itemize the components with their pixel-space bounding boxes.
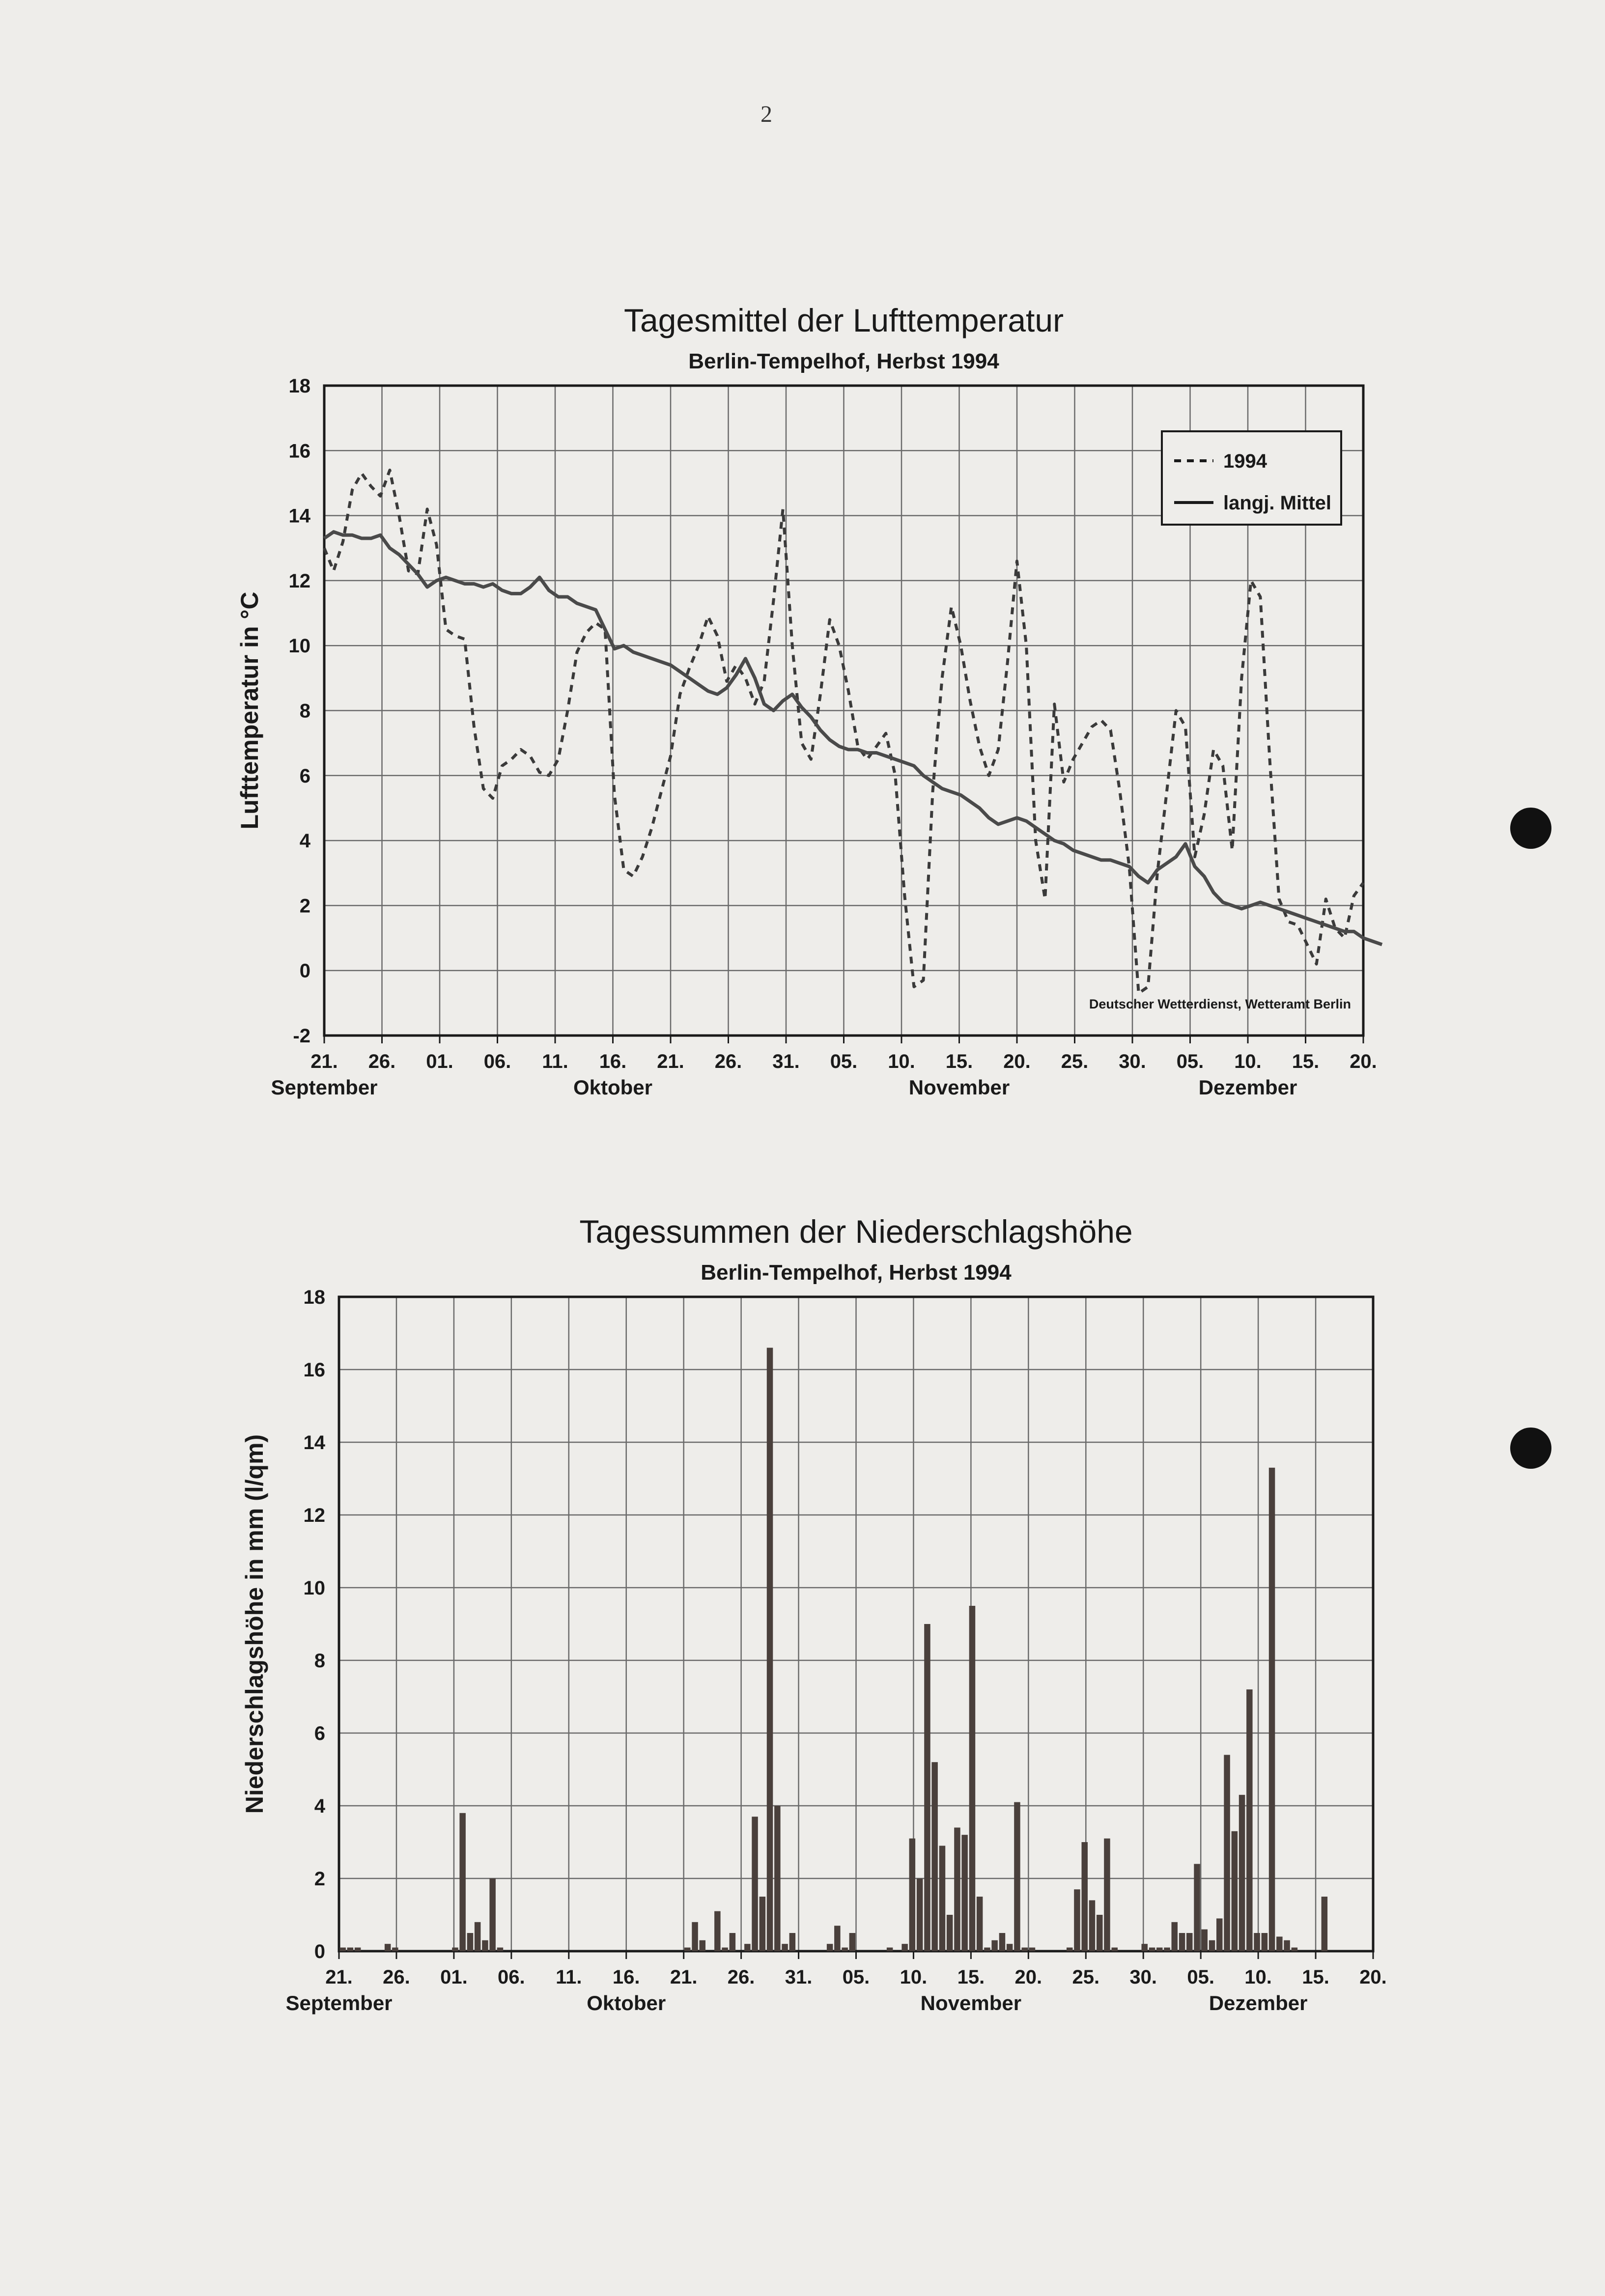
prec-ytick-label-7: 14 [303,1432,325,1454]
temp-xtick-label-7: 26. [714,1051,742,1072]
temp-xtick-label-18: 20. [1350,1051,1377,1072]
temp-ylabel: Lufttemperatur in °C [236,591,263,830]
prec-bar [887,1948,893,1951]
prec-ylabel: Niederschlagshöhe in mm (l/qm) [241,1434,268,1814]
prec-bar [1172,1922,1178,1951]
prec-xtick-label-2: 01. [440,1966,468,1988]
prec-ytick-label-2: 4 [314,1795,325,1817]
prec-xtick-label-12: 20. [1014,1966,1042,1988]
prec-bar [760,1897,766,1951]
prec-bar [954,1827,960,1951]
temp-xtick-label-4: 11. [542,1051,568,1072]
temp-ytick-label-9: 16 [288,440,310,462]
temp-xtick-label-9: 05. [830,1051,858,1072]
temp-xtick-label-2: 01. [426,1051,453,1072]
temp-ytick-label-3: 4 [299,830,310,852]
prec-bar [1232,1831,1238,1951]
prec-bar [1112,1948,1118,1951]
prec-xtick-label-6: 21. [670,1966,698,1988]
prec-bar [1029,1948,1036,1951]
prec-xtick-label-15: 05. [1187,1966,1214,1988]
prec-bar [730,1933,736,1951]
temp-xtick-label-6: 21. [657,1051,684,1072]
prec-bar [849,1933,856,1951]
temp-xtick-label-8: 31. [772,1051,800,1072]
precipitation-chart [0,1199,1605,2073]
temp-xtick-label-15: 05. [1176,1051,1204,1072]
prec-bar [984,1948,990,1951]
prec-bar [834,1926,841,1951]
prec-bar [827,1944,833,1951]
prec-bar [752,1817,758,1951]
prec-bar [1224,1755,1230,1951]
prec-xtick-label-1: 26. [383,1966,410,1988]
temp-month-september: September [271,1076,378,1099]
temp-ytick-label-8: 14 [288,505,310,527]
temp-xtick-label-3: 06. [483,1051,511,1072]
prec-bar [1262,1933,1268,1951]
temp-xtick-label-11: 15. [945,1051,973,1072]
temp-ytick-label-10: 18 [288,375,310,397]
temperature-chart [0,275,1605,1110]
prec-bar [1292,1948,1298,1951]
prec-bar [1149,1948,1155,1951]
temp-month-oktober: Oktober [573,1076,653,1099]
prec-bar [692,1922,698,1951]
prec-bar [991,1940,998,1951]
prec-xtick-label-8: 31. [785,1966,813,1988]
prec-ytick-label-5: 10 [303,1577,325,1599]
prec-bar [1089,1900,1096,1951]
prec-month-oktober: Oktober [587,1991,666,2015]
prec-bar [774,1806,781,1951]
prec-bar [1097,1915,1103,1951]
prec-bar [1239,1795,1245,1951]
prec-bar [1007,1944,1013,1951]
prec-bar [1156,1948,1163,1951]
prec-bar [339,1948,346,1951]
prec-bar [782,1944,788,1951]
temp-ytick-label-7: 12 [288,570,310,592]
prec-ytick-label-0: 0 [314,1941,325,1962]
prec-bar [1284,1940,1290,1951]
prec-bar [452,1948,458,1951]
temp-legend-label-1994: 1994 [1223,450,1267,472]
prec-xtick-label-11: 15. [957,1966,985,1988]
temp-xtick-label-17: 15. [1292,1051,1320,1072]
temp-ytick-label-4: 6 [299,765,310,787]
temp-month-november: November [908,1076,1010,1099]
prec-bar [917,1878,923,1951]
prec-bar [924,1624,930,1951]
prec-month-september: September [285,1991,393,2015]
prec-bar [999,1933,1006,1951]
temp-xtick-label-14: 30. [1119,1051,1146,1072]
prec-ytick-label-6: 12 [303,1505,325,1526]
prec-bar [722,1948,728,1951]
prec-xtick-label-14: 30. [1129,1966,1157,1988]
prec-bar [489,1878,496,1951]
prec-bar [744,1944,751,1951]
temp-title: Tagesmittel der Lufttemperatur [623,302,1064,338]
prec-bar [1104,1839,1110,1951]
prec-bar [714,1911,721,1951]
prec-bar [947,1915,953,1951]
temp-ytick-label-6: 10 [288,635,310,657]
temp-xtick-label-13: 25. [1061,1051,1089,1072]
prec-bar [1194,1864,1200,1951]
prec-bar [901,1944,908,1951]
prec-xtick-label-9: 05. [842,1966,870,1988]
prec-bar [909,1839,916,1951]
prec-subtitle: Berlin-Tempelhof, Herbst 1994 [701,1260,1012,1285]
prec-bar [931,1762,938,1951]
prec-bar [1254,1933,1260,1951]
prec-bar [392,1948,398,1951]
prec-bar [1322,1897,1328,1951]
prec-ytick-label-1: 2 [314,1868,325,1890]
prec-bar [969,1606,976,1951]
temp-ytick-label-0: -2 [293,1025,310,1047]
prec-xtick-label-7: 26. [727,1966,755,1988]
temp-xtick-label-5: 16. [599,1051,627,1072]
prec-bar [700,1940,706,1951]
prec-bar [355,1948,361,1951]
prec-bar [1022,1948,1028,1951]
prec-xtick-label-3: 06. [498,1966,525,1988]
prec-title: Tagessummen der Niederschlagshöhe [579,1213,1133,1250]
prec-bar [1142,1944,1148,1951]
prec-bar [475,1922,481,1951]
prec-bar [684,1948,691,1951]
temp-xtick-label-16: 10. [1234,1051,1262,1072]
prec-ytick-label-9: 18 [303,1287,325,1308]
prec-bar [347,1948,354,1951]
prec-ytick-label-3: 6 [314,1723,325,1744]
temp-xtick-label-12: 20. [1003,1051,1031,1072]
prec-xtick-label-17: 15. [1302,1966,1329,1988]
prec-bar [1014,1802,1020,1951]
temp-source-note: Deutscher Wetterdienst, Wetteramt Berlin [1089,997,1351,1011]
prec-bar [482,1940,488,1951]
prec-month-dezember: Dezember [1209,1991,1308,2015]
prec-bar [961,1835,968,1951]
prec-bar [1246,1689,1253,1951]
temp-ytick-label-1: 0 [299,960,310,982]
temp-ytick-label-5: 8 [299,700,310,722]
prec-bar [1276,1936,1283,1951]
temp-month-dezember: Dezember [1198,1076,1297,1099]
prec-bar [467,1933,474,1951]
prec-bar [385,1944,391,1951]
prec-bar [1082,1842,1088,1951]
prec-bar [977,1897,983,1951]
prec-bar [1186,1933,1193,1951]
temp-legend-label-mean: langj. Mittel [1223,492,1331,514]
temp-xtick-label-10: 10. [888,1051,915,1072]
temp-xtick-label-0: 21. [310,1051,338,1072]
page-number: 2 [760,101,772,127]
prec-month-november: November [920,1991,1022,2015]
prec-xtick-label-10: 10. [900,1966,928,1988]
prec-bar [497,1948,503,1951]
prec-bar [1269,1468,1275,1951]
prec-bar [1202,1930,1208,1951]
prec-bar [939,1846,946,1951]
temp-subtitle: Berlin-Tempelhof, Herbst 1994 [688,349,999,373]
prec-bar [1074,1889,1080,1951]
prec-bar [1209,1940,1215,1951]
temp-ytick-label-2: 2 [299,895,310,917]
prec-bar [842,1948,848,1951]
prec-bar [789,1933,796,1951]
prec-bar [767,1348,773,1951]
prec-bar [1179,1933,1185,1951]
prec-xtick-label-5: 16. [612,1966,640,1988]
prec-bar [1216,1918,1223,1951]
prec-xtick-label-13: 25. [1072,1966,1100,1988]
temp-series-mean-line [324,532,1382,945]
prec-bar [1164,1948,1170,1951]
prec-ytick-label-8: 16 [303,1359,325,1381]
prec-xtick-label-18: 20. [1359,1966,1387,1988]
prec-bar [459,1813,466,1951]
prec-ytick-label-4: 8 [314,1650,325,1672]
prec-bar [1067,1948,1073,1951]
prec-xtick-label-0: 21. [325,1966,353,1988]
prec-xtick-label-16: 10. [1244,1966,1272,1988]
prec-xtick-label-4: 11. [556,1966,582,1988]
temp-xtick-label-1: 26. [368,1051,396,1072]
